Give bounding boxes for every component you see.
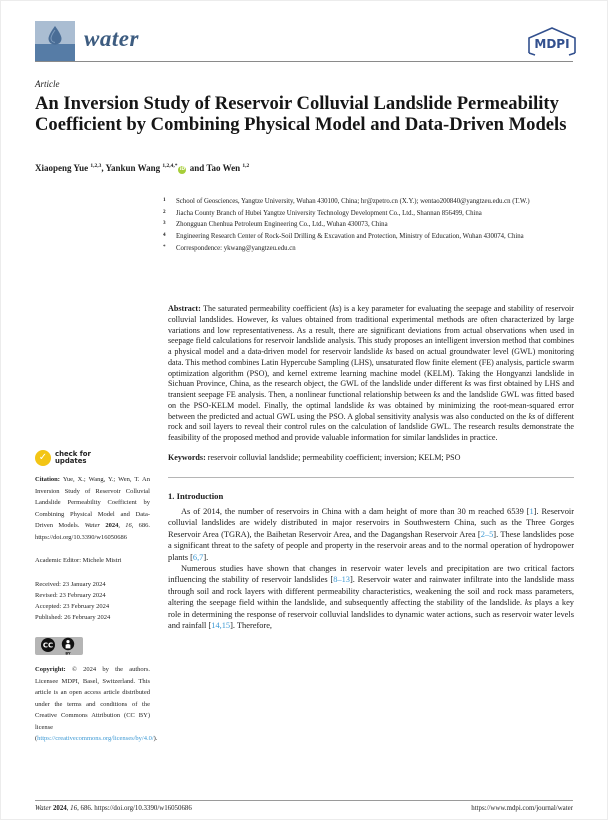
orcid-icon[interactable]: iD bbox=[179, 167, 186, 172]
author-line bbox=[35, 163, 249, 174]
link-text[interactable]: 14,15 bbox=[211, 621, 231, 631]
water-journal-logo bbox=[35, 21, 75, 61]
check-icon: ✓ bbox=[35, 450, 51, 466]
affiliation-marker: 2 bbox=[163, 208, 166, 215]
check-for-updates-label: check for updates bbox=[55, 449, 91, 465]
affiliation-marker: 4 bbox=[163, 232, 166, 239]
affiliation-item bbox=[163, 231, 577, 243]
accepted-date: Accepted: 23 February 2024 bbox=[35, 602, 110, 610]
link-text[interactable]: https://creativecommons.org/licenses/by/4.0/ bbox=[37, 735, 154, 743]
mdpi-logo bbox=[525, 25, 579, 59]
correspondence-marker: * bbox=[163, 243, 166, 250]
received-date: Received: 23 January 2024 bbox=[35, 580, 106, 588]
affiliation-text: School of Geosciences, Yangtze University, Wuhan 430100, China; hr@zpetro.cn (X.Y.); wentao200840@yangtzeu.edu.cn (T.W.) bbox=[176, 198, 530, 205]
intro-paragraph-2: Numerous studies have shown that changes in reservoir water levels and precipitation are two critical factors influencing the stability of reservoir landslides [8–13]. Reservoir water and rainwater infiltrate into the landslide mass through soil and rock layers with different permeability characteristics, weakening the soil and rock mass parameters, altering the seepage field within the landslide, and subsequently affecting the stability of the landslide. ks plays a key role in determining the response of reservoir colluvial landslides to dynamic water actions, such as reservoir water levels and rainfall [14,15]. Therefore, bbox=[168, 564, 574, 631]
mdpi-logo-text: MDPI bbox=[534, 37, 570, 51]
affiliation-item bbox=[163, 208, 577, 220]
journal-name: water bbox=[84, 26, 139, 51]
main-column bbox=[168, 304, 574, 631]
affiliation-item bbox=[163, 196, 577, 208]
affiliation-text: Zhongguan Chenhua Petroleum Engineering Co., Ltd., Wuhan 430073, China bbox=[176, 221, 388, 229]
revised-date: Revised: 23 February 2024 bbox=[35, 591, 106, 599]
correspondence-text: Correspondence: ykwang@yangtzeu.edu.cn bbox=[176, 244, 296, 252]
affiliation-marker: 1 bbox=[163, 197, 166, 203]
authors-first-part: Xiaopeng Yue $^{1,2,3}$, Yankun Wang $^{1,2,4,*}$ bbox=[35, 163, 178, 173]
link-text[interactable]: 1 bbox=[529, 507, 534, 516]
paper-title: An Inversion Study of Reservoir Colluvial Landslide Permeability Coefficient by Combining Physical Model and Data-Driven Models bbox=[35, 93, 567, 136]
intro-paragraph-1: As of 2014, the number of reservoirs in China with a dam height of more than 30 m reached 6539 [1]. Reservoir colluvial landslides are widely distributed in major reservoirs in Southwestern China, such as the Three Gorges Reservoir Area (TGRA), the Baihetan Reservoir Area, and the Dagangshan Reservoir Area [2–5]. These landslides pose a significant threat to the safety of people and property in the reservoir areas and to the normal operation of hydropower plants [6,7]. bbox=[168, 507, 574, 562]
cc-by-license-badge[interactable] bbox=[35, 636, 83, 656]
footer-journal-url[interactable]: https://www.mdpi.com/journal/water bbox=[471, 805, 573, 812]
published-date: Published: 26 February 2024 bbox=[35, 614, 111, 622]
footer-citation: Water 2024, 16, 686. https://doi.org/10.3390/w16050686 bbox=[35, 805, 192, 812]
copyright-block: Copyright: © 2024 by the authors. Licensee MDPI, Basel, Switzerland. This article is an open access article distributed under the terms and conditions of the Creative Commons Attribution (CC BY) license (https://creativecommons.org/licenses/by/4.0/). bbox=[35, 666, 158, 743]
link-text[interactable]: 6,7 bbox=[192, 552, 204, 562]
academic-editor-line: Academic Editor: Michele Mistri bbox=[35, 557, 122, 564]
link-text[interactable]: 8–13 bbox=[333, 575, 350, 585]
affiliation-text: Jiacha County Branch of Hubei Yangtze University Technology Development Co., Ltd., Shannan 856499, China bbox=[176, 209, 482, 217]
abstract-paragraph: Abstract: The saturated permeability coefficient (ks) is a key parameter for evaluating the seepage and stability of reservoir colluvial landslides. However, ks values obtained from traditional experimental methods are often characterized by large variations and low representativeness. As a result, there are significant deviations from actual observations when used in seepage field calculations for reservoir landslide analysis. This study proposes an intelligent inversion method that combines a physical model and a data-driven model for reservoir landslide ks based on actual groundwater level (GWL) monitoring data. This method combines Latin Hypercube Sampling (LHS), unsaturated flow finite element (FE) analysis, particle swarm optimization algorithm (PSO), and kernel extreme learning machine model (KELM). Taking the Hongyanzi landslide in Sichuan Province, China, as the research object, the GWL of the landslide under different ks was first obtained by LHS and transient seepage FE analysis. Then, a nonlinear functional relationship between ks and the landslide GWL was fitted based on the PSO-KELM model. Finally, the optimal landslide ks was obtained by minimizing the root-mean-squared error between the predicted and actual GWL using the PSO. A global sensitivity analysis was also conducted on the ks of different rock and soil layers to reveal their control rules on the calculation of landslide GWL. The research results demonstrate the feasibility of the proposed method and provide valuable information for similar landslides in practice. bbox=[168, 304, 574, 442]
section-divider bbox=[168, 477, 574, 479]
article-history bbox=[35, 579, 150, 624]
cc-icon: CC bbox=[42, 641, 54, 650]
article-type-label: Article bbox=[35, 79, 60, 89]
article-meta-sidebar bbox=[35, 449, 158, 745]
footer-divider bbox=[35, 800, 573, 801]
affiliation-text: Engineering Research Center of Rock-Soil Drilling & Excavation and Protection, Ministry of Education, Wuhan 430074, China bbox=[176, 233, 524, 241]
correspondence-item bbox=[163, 243, 577, 255]
citation-block: Citation: Yue, X.; Wang, Y.; Wen, T. An Inversion Study of Reservoir Colluvial Landslide Permeability Coefficient by Combining Physical Model and Data-Driven Models. Water 2024, 16, 686. https://doi.org/10.3390/w16050686 bbox=[35, 476, 150, 541]
affiliation-list bbox=[163, 196, 577, 255]
check-for-updates-button[interactable] bbox=[35, 450, 150, 466]
affiliation-item bbox=[163, 219, 577, 231]
affiliation-marker: 3 bbox=[163, 220, 166, 227]
by-label: BY bbox=[65, 651, 71, 656]
introduction-heading: 1. Introduction bbox=[168, 491, 224, 501]
authors-second-part: and Tao Wen $^{1,2}$ bbox=[187, 163, 250, 173]
keywords-line: Keywords: reservoir colluvial landslide; permeability coefficient; inversion; KELM; PSO bbox=[168, 452, 461, 462]
header-divider bbox=[35, 61, 573, 62]
water-drop-icon bbox=[35, 21, 75, 61]
link-text[interactable]: 2–5 bbox=[480, 529, 494, 539]
